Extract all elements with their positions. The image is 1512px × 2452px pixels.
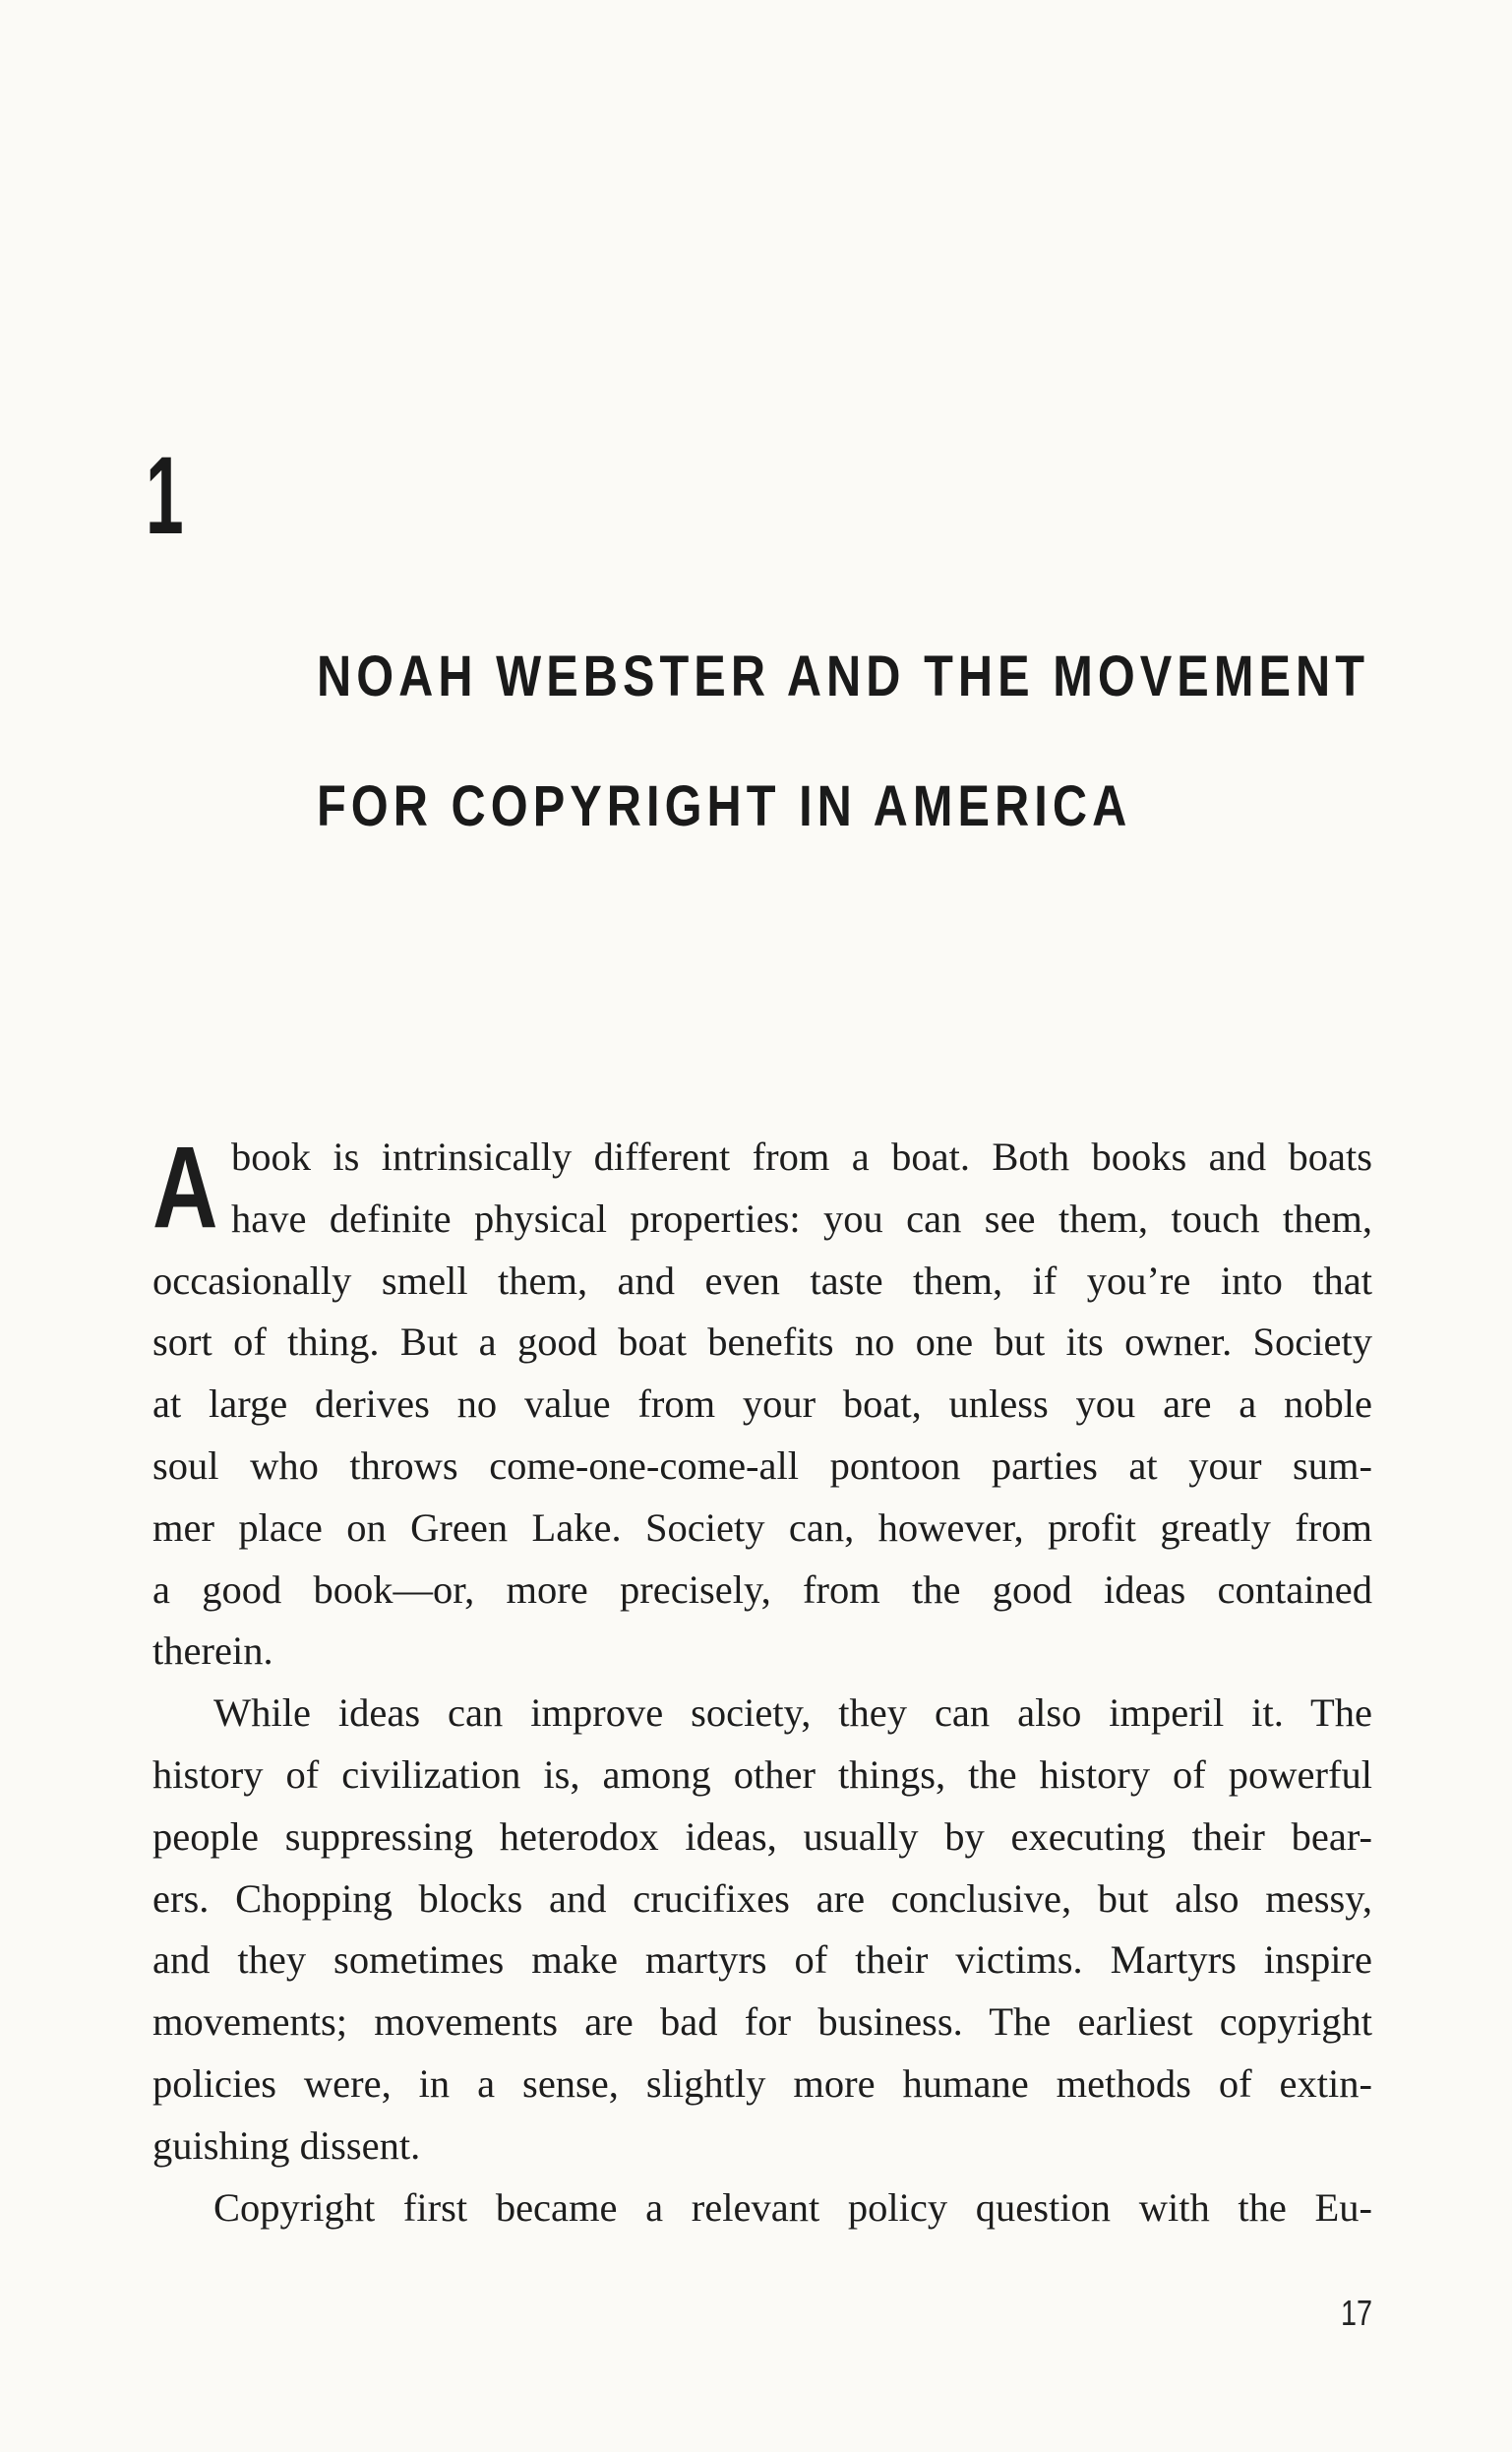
text-line: book is intrinsically different from a boat. Both books and boats xyxy=(231,1134,1372,1179)
chapter-title xyxy=(317,612,1370,872)
text-line: movements; movements are bad for business. The earliest copyright xyxy=(152,1999,1372,2045)
text-line: ers. Chopping blocks and crucifixes are conclusive, but also messy, xyxy=(152,1875,1372,1921)
text-line: soul who throws come-one-come-all pontoon parties at your sum- xyxy=(152,1442,1372,1488)
chapter-number: 1 xyxy=(146,434,184,557)
text-line: a good book—or, more precisely, from the good ideas contained xyxy=(152,1566,1372,1612)
text-line: occasionally smell them, and even taste them, if you’re into that xyxy=(152,1257,1372,1303)
text-line: policies were, in a sense, slightly more humane methods of extin- xyxy=(152,2060,1372,2106)
text-line: and they sometimes make martyrs of their victims. Martyrs inspire xyxy=(152,1937,1372,1983)
paragraph-3 xyxy=(152,2177,1372,2239)
text-line: While ideas can improve society, they can also imperil it. The xyxy=(213,1690,1372,1736)
text-line: guishing dissent. xyxy=(152,2122,421,2168)
paragraph-2 xyxy=(152,1683,1372,2176)
text-line: therein. xyxy=(152,1628,273,1674)
body-text xyxy=(152,1123,1372,2238)
text-line: people suppressing heterodox ideas, usually by executing their bear- xyxy=(152,1813,1372,1859)
chapter-title-line-2: FOR COPYRIGHT IN AMERICA xyxy=(317,774,1132,838)
drop-cap: A xyxy=(152,1123,218,1253)
page-number: 17 xyxy=(1340,2293,1372,2333)
text-line: have definite physical properties: you can see them, touch them, xyxy=(231,1195,1372,1241)
text-line: at large derives no value from your boat, unless you are a noble xyxy=(152,1381,1372,1427)
text-line: sort of thing. But a good boat benefits no one but its owner. Society xyxy=(152,1319,1372,1365)
paragraph-1 xyxy=(152,1123,1372,1683)
chapter-title-line-1: NOAH WEBSTER AND THE MOVEMENT xyxy=(317,644,1370,708)
text-line: Copyright first became a relevant policy question with the Eu- xyxy=(213,2184,1372,2230)
text-line: mer place on Green Lake. Society can, however, profit greatly from xyxy=(152,1504,1372,1550)
text-line: history of civilization is, among other things, the history of powerful xyxy=(152,1751,1372,1797)
